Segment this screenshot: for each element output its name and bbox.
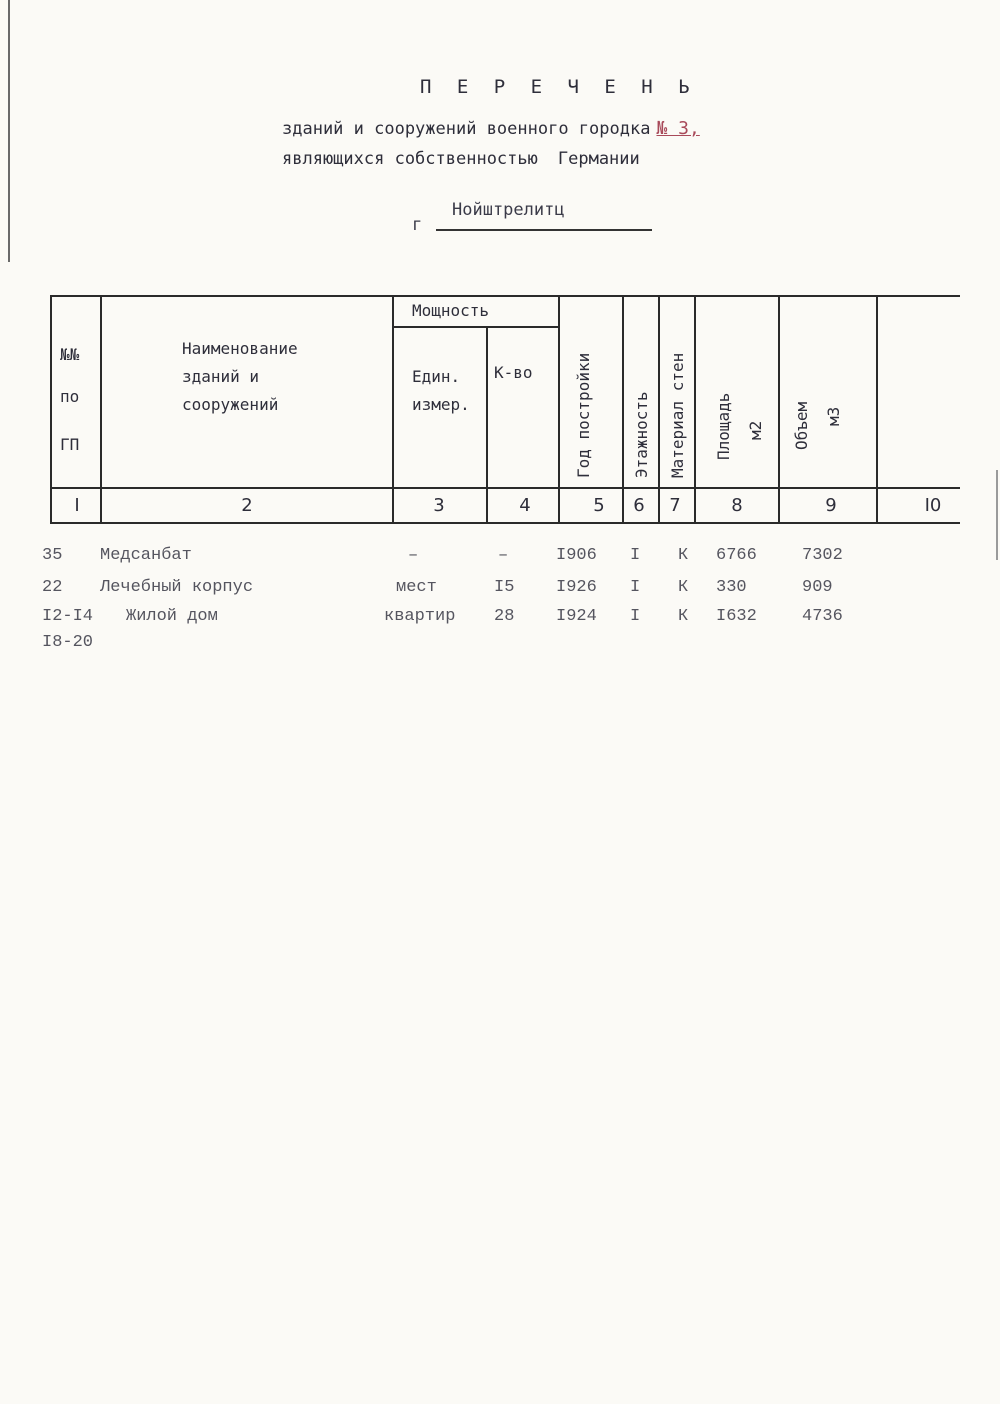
header-volume-unit: м3 bbox=[824, 406, 843, 426]
cell-name: Жилой дом bbox=[126, 607, 218, 626]
table-header-bottom-border bbox=[50, 522, 960, 524]
column-number: 2 bbox=[241, 495, 253, 516]
cell-year: I906 bbox=[556, 546, 597, 565]
col-divider bbox=[392, 295, 394, 524]
col-divider bbox=[486, 328, 488, 524]
cell-area: 330 bbox=[716, 578, 747, 597]
subtitle-line-2 bbox=[282, 149, 640, 169]
cell-gp: 22 bbox=[42, 578, 63, 597]
town-number: № 3, bbox=[656, 118, 700, 139]
cell-volume: 909 bbox=[802, 578, 833, 597]
column-number: 8 bbox=[731, 495, 743, 516]
table-row bbox=[0, 578, 1000, 608]
cell-material: К bbox=[678, 578, 689, 597]
cell-unit: – bbox=[408, 546, 419, 565]
header-qty: К-во bbox=[494, 363, 533, 382]
header-unit-1: Един. bbox=[412, 367, 461, 386]
column-number: 6 bbox=[633, 495, 645, 516]
header-material: Материал стен bbox=[668, 352, 687, 478]
header-gp-2: по bbox=[60, 387, 80, 406]
cell-gp: 35 bbox=[42, 546, 63, 565]
subtitle-line-1 bbox=[282, 118, 700, 139]
column-number: 7 bbox=[669, 495, 681, 516]
table-row bbox=[0, 546, 1000, 576]
header-name-1: Наименование bbox=[182, 339, 298, 358]
city-name: Нойштрелитц bbox=[452, 200, 565, 220]
cell-volume: 7302 bbox=[802, 546, 843, 565]
column-number: 5 bbox=[593, 495, 605, 516]
column-number: 3 bbox=[433, 495, 445, 516]
col-divider bbox=[694, 295, 696, 524]
capacity-divider bbox=[394, 326, 558, 328]
cell-volume: 4736 bbox=[802, 607, 843, 626]
header-year: Год постройки bbox=[574, 352, 593, 478]
subtitle-text-2: являющихся собственностью bbox=[282, 149, 538, 169]
cell-material: К bbox=[678, 607, 689, 626]
cell-year: I924 bbox=[556, 607, 597, 626]
header-name-3: сооружений bbox=[182, 395, 279, 414]
header-name-2: зданий и bbox=[182, 367, 260, 386]
cell-gp: I2-I4 bbox=[42, 607, 94, 626]
city-prefix: г bbox=[412, 215, 423, 235]
col-divider bbox=[622, 295, 624, 524]
subtitle-text: зданий и сооружений военного городка bbox=[282, 119, 651, 139]
cell-floors: I bbox=[630, 578, 641, 597]
column-number: I0 bbox=[924, 495, 942, 516]
cell-qty: I5 bbox=[494, 578, 515, 597]
table-row bbox=[0, 607, 1000, 637]
cell-area: I632 bbox=[716, 607, 757, 626]
header-area: Площадь bbox=[714, 392, 733, 460]
table-left-border bbox=[50, 295, 52, 524]
col-divider bbox=[658, 295, 660, 524]
cell-material: К bbox=[678, 546, 689, 565]
buildings-table-header bbox=[50, 290, 960, 526]
header-area-unit: м2 bbox=[746, 420, 765, 440]
cell-name: Лечебный корпус bbox=[100, 578, 254, 597]
cell-area: 6766 bbox=[716, 546, 757, 565]
cell-unit: квартир bbox=[384, 607, 456, 626]
col-divider bbox=[876, 295, 878, 524]
cell-year: I926 bbox=[556, 578, 597, 597]
column-number: 4 bbox=[519, 495, 531, 516]
page-edge-line bbox=[8, 0, 10, 262]
header-unit-2: измер. bbox=[412, 395, 470, 414]
header-gp-1: №№ bbox=[60, 345, 80, 364]
header-volume: Объем bbox=[792, 401, 811, 450]
cell-unit: мест bbox=[396, 578, 437, 597]
cell-gp-extra: I8-20 bbox=[42, 633, 94, 652]
cell-qty: – bbox=[498, 546, 509, 565]
document-title: П Е Р Е Ч Е Н Ь bbox=[420, 76, 697, 98]
table-top-border bbox=[50, 295, 960, 297]
header-capacity: Мощность bbox=[412, 301, 490, 320]
cell-floors: I bbox=[630, 546, 641, 565]
column-number: I bbox=[74, 495, 80, 516]
country-name: Германии bbox=[557, 149, 640, 169]
cell-floors: I bbox=[630, 607, 641, 626]
cell-qty: 28 bbox=[494, 607, 515, 626]
header-floors: Этажность bbox=[632, 391, 651, 478]
header-gp-3: ГП bbox=[60, 435, 80, 454]
column-number: 9 bbox=[825, 495, 837, 516]
col-divider bbox=[100, 295, 102, 524]
col-divider bbox=[558, 295, 560, 524]
col-divider bbox=[778, 295, 780, 524]
cell-name: Медсанбат bbox=[100, 546, 192, 565]
city-underline bbox=[436, 229, 652, 231]
column-numbers-divider bbox=[50, 487, 960, 489]
